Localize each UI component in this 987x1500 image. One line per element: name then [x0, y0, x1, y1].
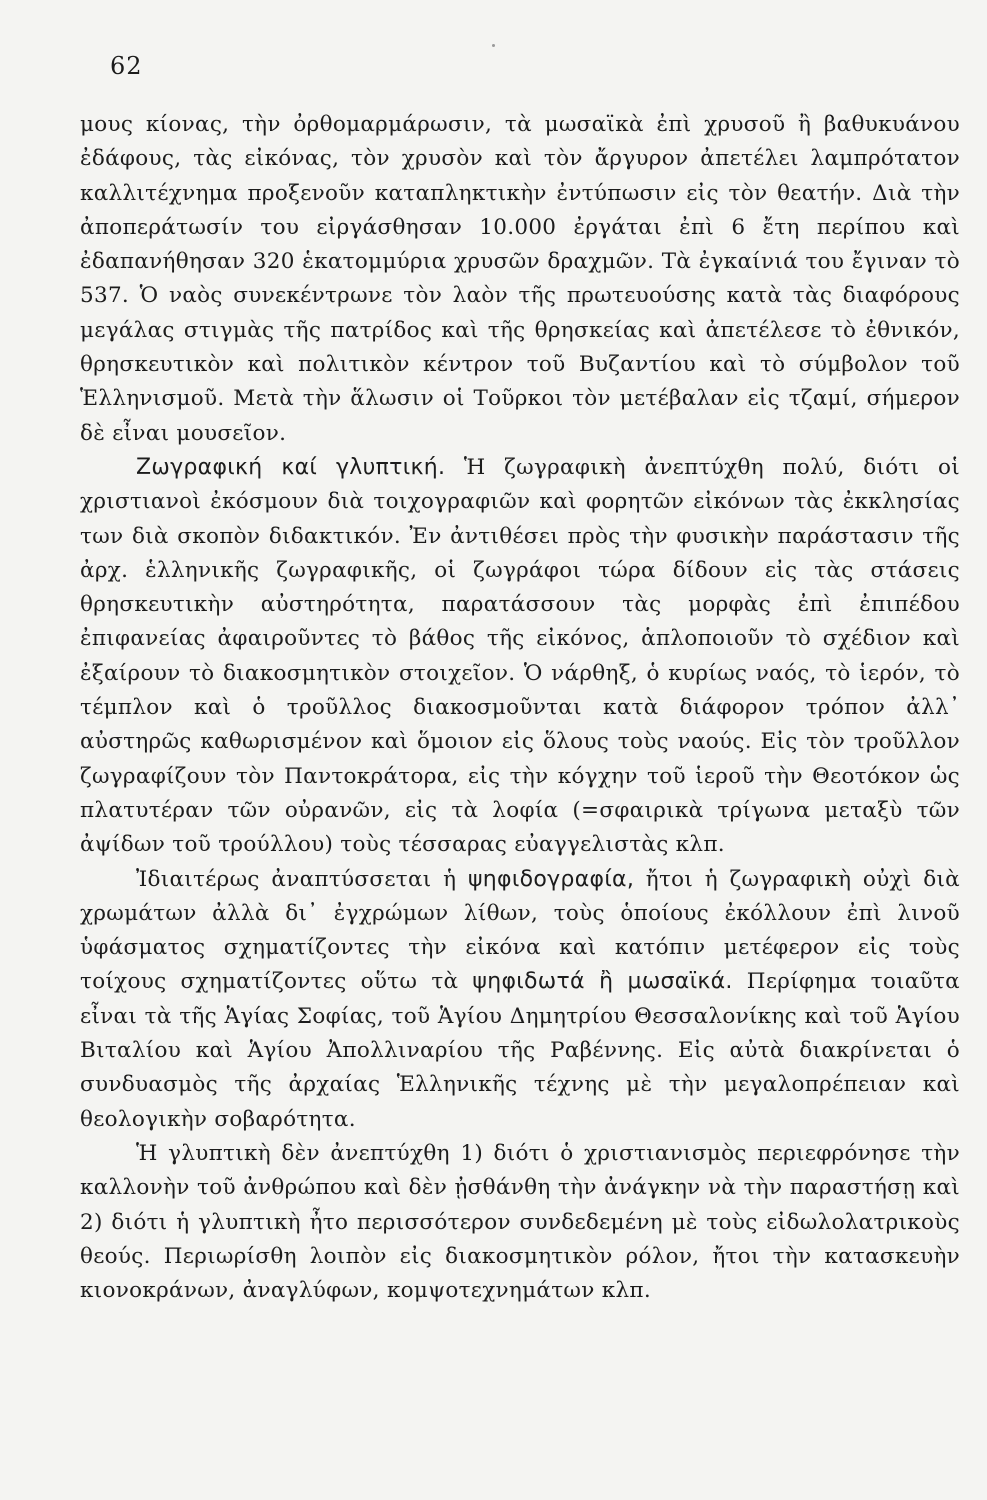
term-psifidota-mosaika: ψηφιδωτά ἢ μωσαϊκά. [472, 969, 733, 995]
paragraph-sculpture [80, 1137, 960, 1308]
paragraph-sculpture-text: Ἡ γλυπτικὴ δὲν ἀνεπτύχθη 1) διότι ὁ χριστιανισμὸς περιεφρόνησε τὴν καλλονὴν τοῦ ἀνθρώπου καὶ δὲν ᾐσθάνθη τὴν ἀνάγκην νὰ τὴν παραστήσῃ καὶ 2) διότι ἡ γλυπτικὴ ἦτο περισσότερον συνδεδεμένη μὲ τοὺς εἰδωλολατρικοὺς θεούς. Περιωρίσθη λοιπὸν εἰς διακοσμητικὸν ρόλον, ἤτοι τὴν κατασκευὴν κιονοκράνων, ἀναγλύφων, κομψοτεχνημάτων κλπ. [80, 1140, 960, 1304]
paper-speck [492, 44, 495, 47]
paragraph-painting-text: Ἡ ζωγραφικὴ ἀνεπτύχθη πολύ, διότι οἱ χριστιανοὶ ἐκόσμουν διὰ τοιχογραφιῶν καὶ φορητῶν εἰκόνων τὰς ἐκκλησίας των διὰ σκοπὸν διδακτικόν. Ἐν ἀντιθέσει πρὸς τὴν φυσικὴν παράστασιν τῆς ἀρχ. ἑλληνικῆς ζωγραφικῆς, οἱ ζωγράφοι τώρα δίδουν εἰς τὰς στάσεις θρησκευτικὴν αὐστηρότητα, παρατάσσουν τὰς μορφὰς ἐπὶ ἐπιπέδου ἐπιφανείας ἀφαιροῦντες τὸ βάθος τῆς εἰκόνος, ἁπλοποιοῦν τὸ σχέδιον καὶ ἐξαίρουν τὸ διακοσμητικὸν στοιχεῖον. Ὁ νάρθηξ, ὁ κυρίως ναός, τὸ ἱερόν, τὸ τέμπλον καὶ ὁ τροῦλλος διακοσμοῦνται κατὰ διάφορον τρόπον ἀλλ᾿ αὐστηρῶς καθωρισμένον καὶ ὅμοιον εἰς ὅλους τοὺς ναούς. Εἰς τὸν τροῦλλον ζωγραφίζουν τὸν Παντοκράτορα, εἰς τὴν κόγχην τοῦ ἱεροῦ τὴν Θεοτόκον ὡς πλατυτέραν τῶν οὐρανῶν, εἰς τὰ λοφία (=σφαιρικὰ τρίγωνα μεταξὺ τῶν ἀψίδων τοῦ τρούλλου) τοὺς τέσσαρας εὐαγγελιστὰς κλπ. [80, 454, 960, 858]
paragraph-mosaics-before: Ἰδιαιτέρως ἀναπτύσσεται ἡ [136, 866, 468, 892]
body-text [80, 108, 960, 1308]
section-heading-painting-sculpture: Ζωγραφική καί γλυπτική. [136, 454, 446, 480]
paragraph-mosaics-after: Περίφημα τοιαῦτα εἶναι τὰ τῆς Ἁγίας Σοφίας, τοῦ Ἁγίου Δημητρίου Θεσσαλονίκης καὶ τοῦ Ἁγίου Βιταλίου καὶ Ἁγίου Ἀπολλιναρίου τῆς Ραβέννης. Εἰς αὐτὰ διακρίνεται ὁ συνδυασμὸς τῆς ἀρχαίας Ἑλληνικῆς τέχνης μὲ τὴν μεγαλοπρέπειαν καὶ θεολογικὴν σοβαρότητα. [80, 969, 960, 1132]
term-psifidografia: ψηφιδογραφία, [467, 866, 635, 892]
paragraph-mosaics-middle: ἤτοι ἡ ζωγραφικὴ οὐχὶ διὰ χρωμάτων ἀλλὰ δι᾿ ἐγχρώμων λίθων, τοὺς ὁποίους ἐκόλλουν ἐπὶ λινοῦ ὑφάσματος σχηματίζοντες τὴν εἰκόνα καὶ κατόπιν μετέφερον εἰς τοὺς τοίχους σχηματίζοντες οὕτω τὰ [80, 866, 960, 995]
paragraph-painting-sculpture [80, 451, 960, 863]
page-number: 62 [110, 52, 143, 80]
paragraph-hagia-sophia: μους κίονας, τὴν ὀρθομαρμάρωσιν, τὰ μωσαϊκὰ ἐπὶ χρυσοῦ ἢ βαθυκυάνου ἐδάφους, τὰς εἰκόνας, τὸν χρυσὸν καὶ τὸν ἄργυρον ἀπετέλει λαμπρότατον καλλιτέχνημα προξενοῦν καταπληκτικὴν ἐντύπωσιν εἰς τὸν θεατήν. Διὰ τὴν ἀποπεράτωσίν του εἰργάσθησαν 10.000 ἐργάται ἐπὶ 6 ἔτη περίπου καὶ ἐδαπανήθησαν 320 ἑκατομμύρια χρυσῶν δραχμῶν. Τὰ ἐγκαίνιά του ἔγιναν τὸ 537. Ὁ ναὸς συνεκέντρωνε τὸν λαὸν τῆς πρωτευούσης κατὰ τὰς διαφόρους μεγάλας στιγμὰς τῆς πατρίδος καὶ τῆς θρησκείας καὶ ἀπετέλεσε τὸ ἐθνικόν, θρησκευτικὸν καὶ πολιτικὸν κέντρον τοῦ Βυζαντίου καὶ τὸ σύμβολον τοῦ Ἑλληνισμοῦ. Μετὰ τὴν ἅλωσιν οἱ Τοῦρκοι τὸν μετέβαλαν εἰς τζαμί, σήμερον δὲ εἶναι μουσεῖον. [80, 112, 960, 446]
paragraph-mosaics [80, 863, 960, 1137]
